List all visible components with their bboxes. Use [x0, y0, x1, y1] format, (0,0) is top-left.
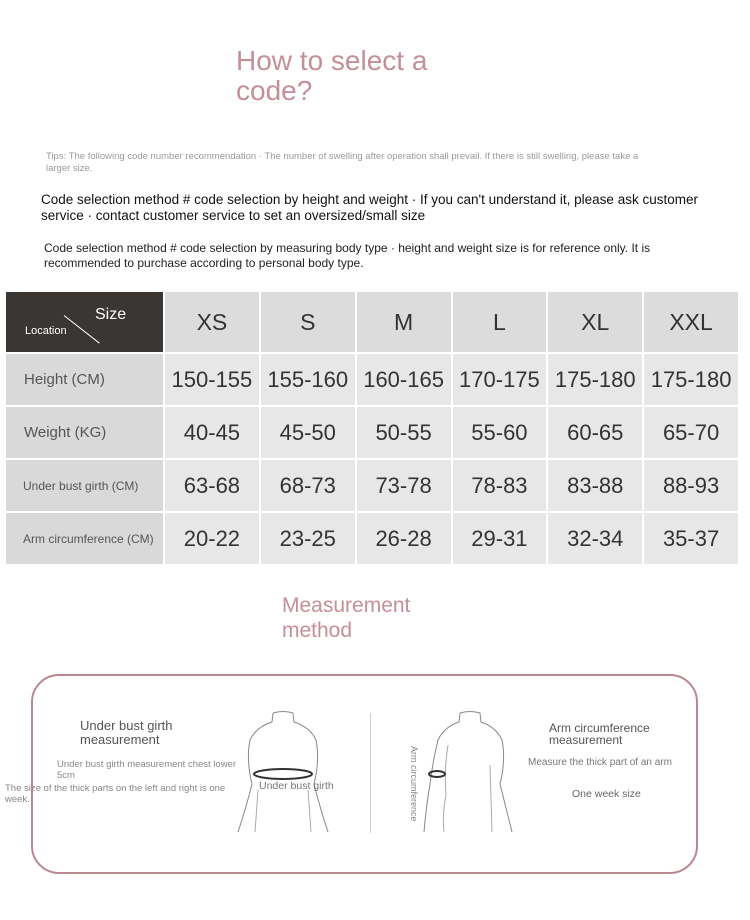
size-header-l: L [453, 292, 547, 352]
under-bust-note: The size of the thick parts on the left and right is one week. [5, 783, 226, 805]
table-cell: 78-83 [453, 460, 547, 511]
selection-method-body-type: Code selection method # code selection by measuring body type · height and weight size is for reference only. It is recommended to purchase according to personal body type. [44, 241, 651, 270]
table-cell: 40-45 [165, 407, 259, 458]
table-cell: 83-88 [548, 460, 642, 511]
table-cell: 29-31 [453, 513, 547, 564]
arm-title: Arm circumference measurement [549, 721, 650, 747]
measurement-title: Measurement method [282, 594, 411, 642]
table-cell: 55-60 [453, 407, 547, 458]
table-cell: 73-78 [357, 460, 451, 511]
row-label-height: Height (CM) [6, 354, 163, 405]
torso-figure-right [418, 710, 523, 835]
arm-vertical-label: Arm circumference [409, 746, 419, 822]
table-cell: 35-37 [644, 513, 738, 564]
table-cell: 32-34 [548, 513, 642, 564]
corner-size-label: Size [95, 306, 127, 323]
size-header-s: S [261, 292, 355, 352]
under-bust-title: Under bust girth measurement [80, 718, 173, 747]
size-table [6, 292, 738, 564]
table-cell: 88-93 [644, 460, 738, 511]
table-cell: 20-22 [165, 513, 259, 564]
table-cell: 68-73 [261, 460, 355, 511]
size-header-xs: XS [165, 292, 259, 352]
selection-method-height-weight: Code selection method # code selection by height and weight · If you can't understand it, please ask customer service · contact customer service to set an oversized/small size [41, 192, 698, 223]
row-label-under-bust: Under bust girth (CM) [6, 460, 163, 511]
size-header-xxl: XXL [644, 292, 738, 352]
table-cell: 60-65 [548, 407, 642, 458]
corner-location-label: Location [25, 325, 67, 337]
tips-text: Tips: The following code number recommendation · The number of swelling after operation shall prevail. If there is still swelling, please take a larger size. [46, 151, 639, 174]
table-cell: 50-55 [357, 407, 451, 458]
table-cell: 45-50 [261, 407, 355, 458]
table-corner-cell [6, 292, 163, 352]
size-header-m: M [357, 292, 451, 352]
table-cell: 150-155 [165, 354, 259, 405]
arm-note: One week size [572, 788, 641, 800]
table-cell: 65-70 [644, 407, 738, 458]
table-cell: 26-28 [357, 513, 451, 564]
panel-divider [370, 713, 371, 833]
table-cell: 175-180 [644, 354, 738, 405]
under-bust-figure-label: Under bust girth [259, 780, 334, 792]
row-label-weight: Weight (KG) [6, 407, 163, 458]
under-bust-desc: Under bust girth measurement chest lower 5cm [57, 759, 236, 781]
table-cell: 23-25 [261, 513, 355, 564]
table-cell: 155-160 [261, 354, 355, 405]
table-cell: 63-68 [165, 460, 259, 511]
page-title: How to select a code? [236, 45, 428, 106]
size-header-xl: XL [548, 292, 642, 352]
table-cell: 160-165 [357, 354, 451, 405]
arm-desc: Measure the thick part of an arm [528, 757, 672, 768]
table-cell: 175-180 [548, 354, 642, 405]
row-label-arm: Arm circumference (CM) [6, 513, 163, 564]
table-cell: 170-175 [453, 354, 547, 405]
